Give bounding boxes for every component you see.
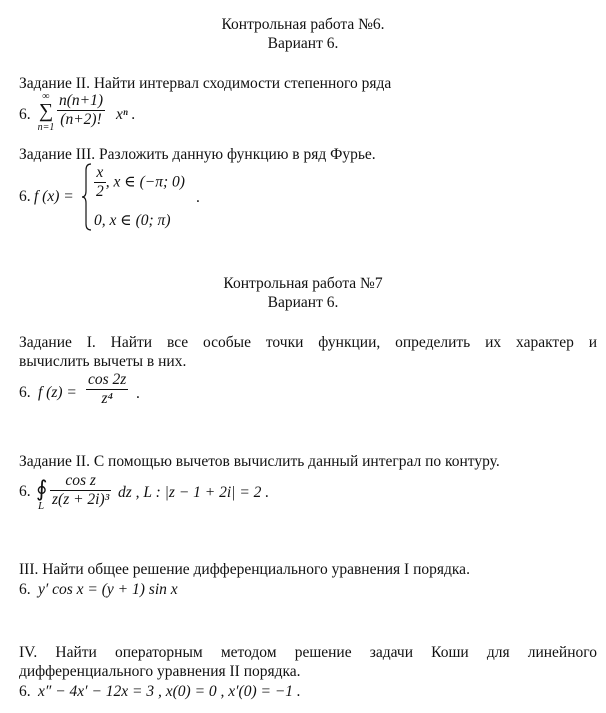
kr7-task1-text-cont: вычислить вычеты в них. bbox=[19, 353, 187, 370]
kr7-task4-num: 6. bbox=[19, 683, 31, 700]
integrand-denominator: z(z + 2i)³ bbox=[52, 491, 110, 509]
series-upper-limit: ∞ bbox=[42, 91, 50, 102]
kr7-task4-text: IV. Найти операторным методом решение задачи Коши для линейного bbox=[19, 644, 597, 661]
kr6-title: Контрольная работа №6. bbox=[221, 16, 385, 33]
kr7-task2-num: 6. bbox=[19, 483, 31, 500]
piece1 bbox=[94, 165, 185, 201]
kr7-task1-num: 6. bbox=[19, 384, 31, 401]
integral-tail: dz , L : |z − 1 + 2i| = 2 . bbox=[118, 484, 270, 501]
kr7-task3-equation: y′ cos x = (y + 1) sin x bbox=[38, 581, 178, 598]
sigma-symbol: ∑ bbox=[38, 100, 54, 122]
kr6-task2-num: 6. bbox=[19, 106, 31, 123]
series-denominator: (n+2)! bbox=[60, 111, 102, 129]
series-lower-limit: n=1 bbox=[37, 122, 55, 133]
contour-label: L bbox=[38, 500, 45, 512]
kr7-task1-text: Задание I. Найти все особые точки функции, определить их характер и bbox=[19, 334, 597, 351]
kr7-title: Контрольная работа №7 bbox=[223, 275, 383, 292]
kr7-task3-num: 6. bbox=[19, 581, 31, 598]
kr7-task4-equation: x″ − 4x′ − 12x = 3 , x(0) = 0 , x′(0) = −1 . bbox=[38, 683, 301, 700]
contour-integral-sign: ∮ bbox=[36, 476, 48, 501]
piece1-denominator: 2 bbox=[96, 183, 104, 201]
fz-end: . bbox=[136, 385, 140, 402]
kr7-task2-text: Задание II. С помощью вычетов вычислить данный интеграл по контуру. bbox=[19, 453, 500, 470]
piece1-condition: , x ∈ (−π; 0) bbox=[105, 173, 185, 191]
integrand-fraction bbox=[50, 473, 111, 509]
piece1-numerator: x bbox=[94, 165, 106, 183]
kr7-task3-text: III. Найти общее решение дифференциального уравнения I порядка. bbox=[19, 561, 470, 578]
integrand-numerator: cos z bbox=[50, 473, 111, 491]
kr7-variant: Вариант 6. bbox=[267, 294, 339, 311]
series-numerator: n(n+1) bbox=[57, 93, 105, 111]
kr6-variant: Вариант 6. bbox=[267, 35, 339, 52]
kr7-task4-text-cont: дифференциального уравнения II порядка. bbox=[19, 663, 301, 680]
fz-numerator: cos 2z bbox=[86, 372, 128, 390]
kr6-task3-text: Задание III. Разложить данную функцию в ряд Фурье. bbox=[19, 146, 376, 163]
fz-lhs: f (z) = bbox=[38, 384, 77, 401]
f-lhs: f (x) = bbox=[34, 188, 74, 205]
fz-denominator: z⁴ bbox=[101, 390, 113, 408]
piecewise-brace bbox=[82, 163, 92, 231]
kr6-task2-text: Задание II. Найти интервал сходимости степенного ряда bbox=[19, 75, 392, 92]
series-fraction bbox=[57, 93, 105, 129]
piece2: 0, x ∈ (0; π) bbox=[94, 212, 171, 229]
f-end: . bbox=[196, 189, 200, 206]
series-tail: xⁿ . bbox=[116, 106, 136, 123]
fz-fraction bbox=[86, 372, 128, 408]
kr6-task3-num: 6. bbox=[19, 188, 31, 205]
